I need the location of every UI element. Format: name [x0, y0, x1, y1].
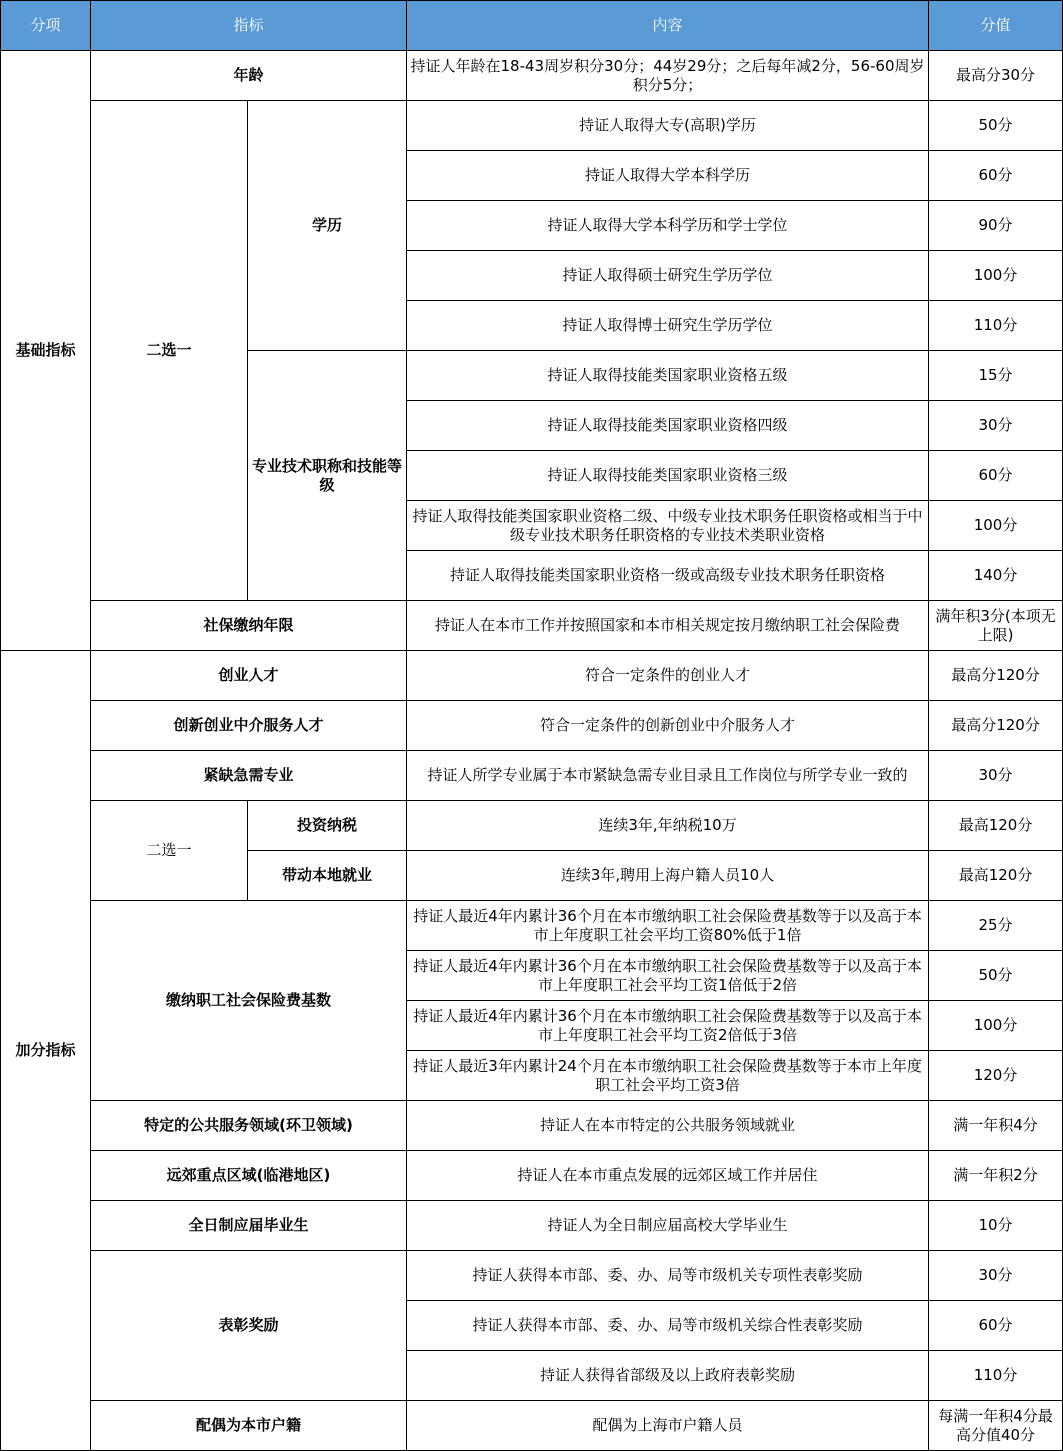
category-basic: 基础指标 [1, 51, 91, 651]
score-cell: 50分 [929, 951, 1063, 1001]
indicator-intermediary: 创新创业中介服务人才 [91, 701, 407, 751]
score-cell: 10分 [929, 1201, 1063, 1251]
content-cell: 符合一定条件的创新创业中介服务人才 [407, 701, 929, 751]
table-row [1, 1101, 1063, 1151]
content-cell: 持证人取得技能类国家职业资格三级 [407, 451, 929, 501]
choice-label: 二选一 [91, 801, 248, 901]
score-cell: 最高120分 [929, 851, 1063, 901]
score-cell: 最高120分 [929, 801, 1063, 851]
score-cell: 最高分30分 [929, 51, 1063, 101]
content-cell: 连续3年,年纳税10万 [407, 801, 929, 851]
score-cell: 60分 [929, 151, 1063, 201]
indicator-title-skill: 专业技术职称和技能等级 [248, 351, 407, 601]
score-cell: 满一年积2分 [929, 1151, 1063, 1201]
score-cell: 25分 [929, 901, 1063, 951]
content-cell: 持证人取得技能类国家职业资格二级、中级专业技术职务任职资格或相当于中级专业技术职务任职资格的专业技术类职业资格 [407, 501, 929, 551]
table-row [1, 651, 1063, 701]
score-cell: 100分 [929, 501, 1063, 551]
indicator-award: 表彰奖励 [91, 1251, 407, 1401]
indicator-suburb: 远郊重点区域(临港地区) [91, 1151, 407, 1201]
table-header-row [1, 1, 1063, 51]
table-row [1, 1251, 1063, 1301]
score-cell: 30分 [929, 1251, 1063, 1301]
content-cell: 持证人取得大专(高职)学历 [407, 101, 929, 151]
choice-label: 二选一 [91, 101, 248, 601]
score-cell: 100分 [929, 1001, 1063, 1051]
content-cell: 连续3年,聘用上海户籍人员10人 [407, 851, 929, 901]
content-cell: 持证人在本市重点发展的远郊区域工作并居住 [407, 1151, 929, 1201]
indicator-age: 年龄 [91, 51, 407, 101]
content-cell: 持证人年龄在18-43周岁积分30分；44岁29分；之后每年减2分，56-60周岁积分5分； [407, 51, 929, 101]
content-cell: 持证人取得大学本科学历和学士学位 [407, 201, 929, 251]
content-cell: 持证人取得大学本科学历 [407, 151, 929, 201]
score-cell: 60分 [929, 451, 1063, 501]
content-cell: 持证人最近4年内累计36个月在本市缴纳职工社会保险费基数等于以及高于本市上年度职工社会平均工资1倍低于2倍 [407, 951, 929, 1001]
score-cell: 110分 [929, 301, 1063, 351]
score-cell: 每满一年积4分最高分值40分 [929, 1401, 1063, 1451]
content-cell: 持证人在本市工作并按照国家和本市相关规定按月缴纳职工社会保险费 [407, 601, 929, 651]
table-row [1, 51, 1063, 101]
indicator-insurance-base: 缴纳职工社会保险费基数 [91, 901, 407, 1101]
indicator-spouse: 配偶为本市户籍 [91, 1401, 407, 1451]
score-cell: 15分 [929, 351, 1063, 401]
score-cell: 50分 [929, 101, 1063, 151]
content-cell: 持证人获得本市部、委、办、局等市级机关综合性表彰奖励 [407, 1301, 929, 1351]
table-row [1, 101, 1063, 151]
content-cell: 持证人最近4年内累计36个月在本市缴纳职工社会保险费基数等于以及高于本市上年度职工社会平均工资80%低于1倍 [407, 901, 929, 951]
score-cell: 100分 [929, 251, 1063, 301]
table-row [1, 1401, 1063, 1451]
score-cell: 110分 [929, 1351, 1063, 1401]
score-cell: 最高分120分 [929, 701, 1063, 751]
content-cell: 持证人取得技能类国家职业资格四级 [407, 401, 929, 451]
content-cell: 持证人为全日制应届高校大学毕业生 [407, 1201, 929, 1251]
header-indicator: 指标 [91, 1, 407, 51]
content-cell: 符合一定条件的创业人才 [407, 651, 929, 701]
header-score: 分值 [929, 1, 1063, 51]
category-bonus: 加分指标 [1, 651, 91, 1451]
indicator-social-years: 社保缴纳年限 [91, 601, 407, 651]
table-row [1, 601, 1063, 651]
score-cell: 60分 [929, 1301, 1063, 1351]
table-row [1, 801, 1063, 851]
header-category: 分项 [1, 1, 91, 51]
score-cell: 最高分120分 [929, 651, 1063, 701]
content-cell: 持证人取得博士研究生学历学位 [407, 301, 929, 351]
score-cell: 30分 [929, 401, 1063, 451]
score-cell: 120分 [929, 1051, 1063, 1101]
content-cell: 持证人获得省部级及以上政府表彰奖励 [407, 1351, 929, 1401]
content-cell: 持证人取得硕士研究生学历学位 [407, 251, 929, 301]
content-cell: 持证人取得技能类国家职业资格一级或高级专业技术职务任职资格 [407, 551, 929, 601]
indicator-public-service: 特定的公共服务领域(环卫领域) [91, 1101, 407, 1151]
header-content: 内容 [407, 1, 929, 51]
table-row [1, 1151, 1063, 1201]
table-row [1, 751, 1063, 801]
table-row [1, 1201, 1063, 1251]
score-cell: 满年积3分(本项无上限) [929, 601, 1063, 651]
indicator-employment: 带动本地就业 [248, 851, 407, 901]
content-cell: 持证人最近3年内累计24个月在本市缴纳职工社会保险费基数等于本市上年度职工社会平均工资3倍 [407, 1051, 929, 1101]
content-cell: 持证人在本市特定的公共服务领域就业 [407, 1101, 929, 1151]
table-row [1, 701, 1063, 751]
content-cell: 持证人所学专业属于本市紧缺急需专业目录且工作岗位与所学专业一致的 [407, 751, 929, 801]
content-cell: 持证人最近4年内累计36个月在本市缴纳职工社会保险费基数等于以及高于本市上年度职工社会平均工资2倍低于3倍 [407, 1001, 929, 1051]
indicator-shortage: 紧缺急需专业 [91, 751, 407, 801]
indicator-entrepreneur: 创业人才 [91, 651, 407, 701]
table-row [1, 901, 1063, 951]
content-cell: 持证人获得本市部、委、办、局等市级机关专项性表彰奖励 [407, 1251, 929, 1301]
indicator-graduate: 全日制应届毕业生 [91, 1201, 407, 1251]
content-cell: 配偶为上海市户籍人员 [407, 1401, 929, 1451]
indicator-education: 学历 [248, 101, 407, 351]
score-cell: 满一年积4分 [929, 1101, 1063, 1151]
score-cell: 30分 [929, 751, 1063, 801]
content-cell: 持证人取得技能类国家职业资格五级 [407, 351, 929, 401]
score-cell: 90分 [929, 201, 1063, 251]
score-cell: 140分 [929, 551, 1063, 601]
indicator-investment: 投资纳税 [248, 801, 407, 851]
